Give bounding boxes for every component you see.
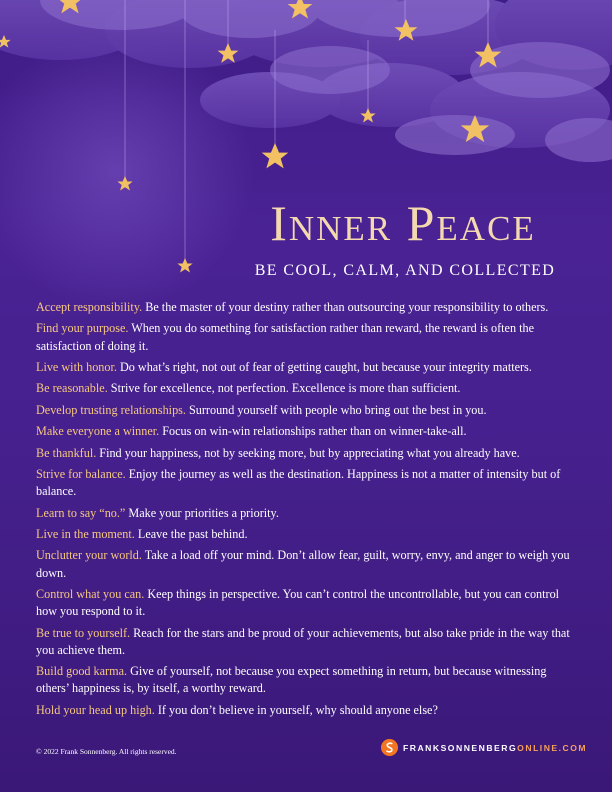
brand-name xyxy=(403,743,587,753)
tip-heading: Strive for balance. xyxy=(36,466,126,481)
tip-heading: Be reasonable. xyxy=(36,381,108,396)
list-item xyxy=(36,586,581,620)
list-item xyxy=(36,547,581,581)
tip-heading: Develop trusting relationships. xyxy=(36,402,186,417)
tip-text: Make your priorities a priority. xyxy=(125,505,279,520)
tip-heading: Live with honor. xyxy=(36,359,117,374)
brand-name-suffix: ONLINE.COM xyxy=(517,742,588,753)
brand-link[interactable] xyxy=(381,739,587,756)
brand-name-main: FRANKSONNENBERG xyxy=(403,742,518,753)
copyright-notice: © 2022 Frank Sonnenberg. All rights reserved. xyxy=(36,747,177,756)
brand-logo-icon xyxy=(381,739,398,756)
list-item xyxy=(36,702,581,719)
tip-text: Be the master of your destiny rather than outsourcing your responsibility to others. xyxy=(142,300,549,314)
list-item xyxy=(36,402,581,419)
tip-heading: Control what you can. xyxy=(36,586,145,601)
list-item xyxy=(36,526,581,543)
tip-text: When you do something for satisfaction rather than reward, the reward is often the satisfaction of doing it. xyxy=(36,321,534,353)
list-item xyxy=(36,466,581,500)
tip-heading: Make everyone a winner. xyxy=(36,424,160,439)
list-item xyxy=(36,505,581,522)
tip-heading: Live in the moment. xyxy=(36,526,135,541)
tip-text: Reach for the stars and be proud of your achievements, but also take pride in the way that you achieve them. xyxy=(36,625,570,657)
list-item xyxy=(36,380,581,397)
hero-illustration xyxy=(0,0,612,300)
tip-text: Do what’s right, not out of fear of getting caught, but because your integrity matters. xyxy=(116,359,532,374)
tip-text: Give of yourself, not because you expect something in return, but because witnessing others’ happiness is, by itself, a worthy reward. xyxy=(36,664,547,696)
tip-text: Find your happiness, not by seeking more, but by appreciating what you already have. xyxy=(96,445,520,460)
tip-heading: Build good karma. xyxy=(36,664,128,679)
list-item xyxy=(36,423,581,440)
tips-list xyxy=(36,299,581,723)
list-item xyxy=(36,663,581,697)
list-item xyxy=(36,445,581,462)
tip-heading: Be true to yourself. xyxy=(36,625,131,640)
page-subtitle: BE COOL, CALM, AND COLLECTED xyxy=(254,262,556,279)
tip-text: Surround yourself with people who bring out the best in you. xyxy=(185,402,487,417)
tip-heading: Be thankful. xyxy=(36,445,97,460)
page-title: Inner Peace xyxy=(270,195,536,251)
tip-heading: Find your purpose. xyxy=(36,321,129,336)
tip-text: Strive for excellence, not perfection. Excellence is more than sufficient. xyxy=(107,381,461,396)
list-item xyxy=(36,299,581,316)
tip-heading: Unclutter your world. xyxy=(36,548,142,563)
tip-text: Focus on win-win relationships rather than on winner-take-all. xyxy=(159,424,467,439)
tip-text: Take a load off your mind. Don’t allow fear, guilt, worry, envy, and anger to weigh you down. xyxy=(36,548,570,580)
list-item xyxy=(36,625,581,659)
tip-heading: Accept responsibility. xyxy=(36,300,143,314)
list-item xyxy=(36,320,581,354)
tip-text: If you don’t believe in yourself, why should anyone else? xyxy=(154,702,438,717)
tip-text: Leave the past behind. xyxy=(134,526,248,541)
tip-heading: Hold your head up high. xyxy=(36,702,155,717)
tip-heading: Learn to say “no.” xyxy=(36,505,126,520)
tip-text: Enjoy the journey as well as the destination. Happiness is not a matter of intensity but of balance. xyxy=(36,466,561,499)
list-item xyxy=(36,359,581,376)
tip-text: Keep things in perspective. You can’t control the uncontrollable, but you can control how you respond to it. xyxy=(36,586,560,619)
